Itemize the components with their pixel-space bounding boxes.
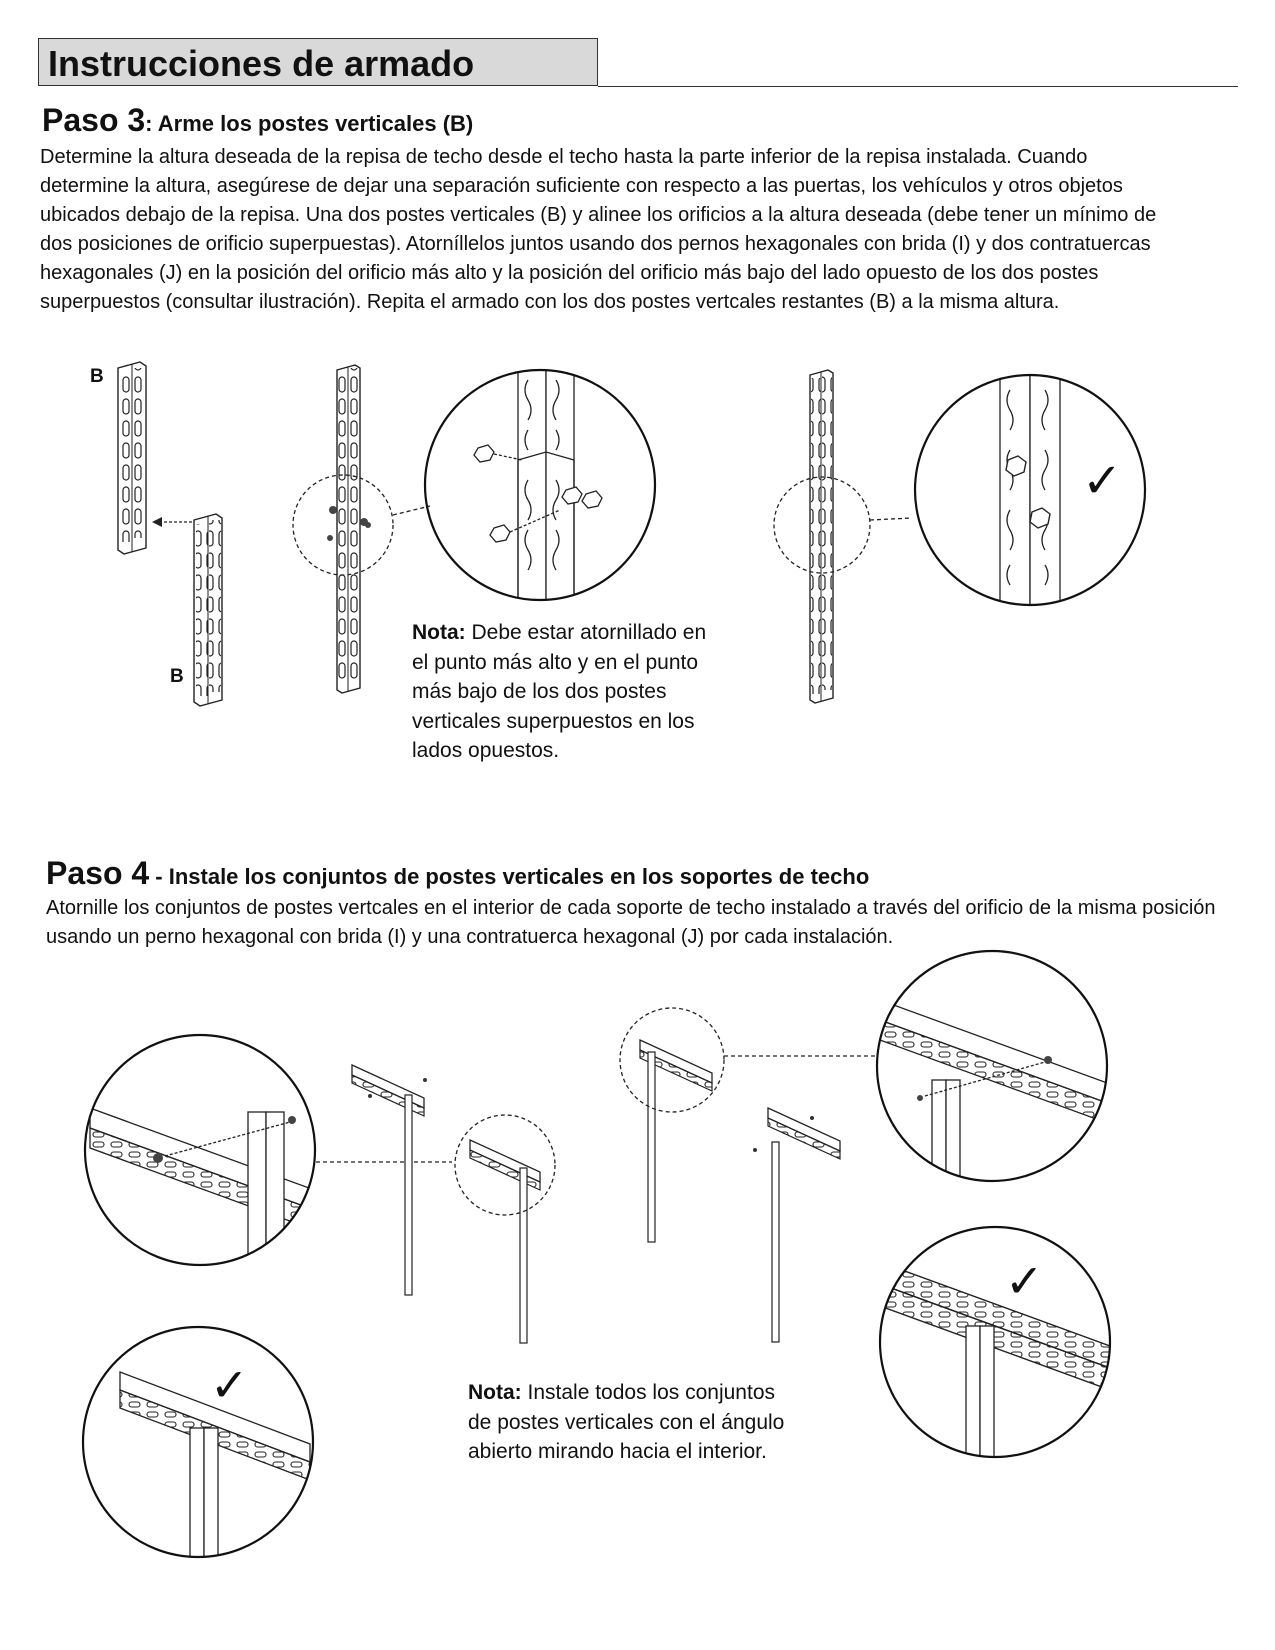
step4-bracket-assembly-3	[640, 1040, 712, 1242]
step4-zoom-left-top	[85, 1035, 320, 1272]
step4-note-label: Nota:	[468, 1381, 522, 1404]
step4-note-text: Instale todos los conjuntos de postes verticales con el ángulo abierto mirando hacia el interior.	[468, 1381, 785, 1463]
step4-note	[468, 1378, 788, 1467]
label-post-b-lower: B	[170, 666, 184, 687]
check-mark-icon-left: ✓	[210, 1359, 249, 1411]
step3-note-label: Nota:	[412, 621, 466, 644]
check-mark-icon: ✓	[1082, 455, 1123, 508]
check-mark-icon-right: ✓	[1005, 1255, 1044, 1307]
zoom-detail-bolts	[425, 360, 655, 610]
post-b-upper	[118, 362, 146, 554]
step4-bracket-assembly-4	[753, 1108, 840, 1342]
assembled-post-right	[810, 370, 833, 703]
step3-title-text: : Arme los postes verticales (B)	[145, 111, 474, 136]
step4-title	[46, 853, 869, 900]
step4-zoom-left-bottom	[83, 1327, 313, 1568]
step4-title-number: Paso 4	[46, 855, 150, 891]
step4-zoom-right-bottom	[880, 1227, 1110, 1466]
step3-title-number: Paso 3	[42, 102, 146, 138]
post-b-lower	[194, 514, 222, 706]
step3-instructions: Determine la altura deseada de la repisa de techo desde el techo hasta la parte inferior de la repisa instalada. Cuando determine la altura, asegúrese de dejar una separación suficiente con respecto a las puertas, los vehículos y otros objetos ubicados debajo de la repisa. Una dos postes verticales (B) y alinee los orificios a la altura deseada (debe tener un mínimo de dos posiciones de orificio superpuestas). Atorníllelos juntos usando dos pernos hexagonales con brida (I) y dos contratuercas hexagonales (J) en la posición del orificio más alto y la posición del orificio más bajo del lado opuesto de los dos postes superpuestos (consultar ilustración). Repita el armado con los dos postes vertcales restantes (B) a la misma altura.	[40, 146, 1157, 313]
page-title: Instrucciones de armado	[48, 43, 475, 84]
assembled-post-middle	[327, 365, 371, 693]
step4-bracket-assembly-1	[352, 1065, 427, 1295]
step4-title-text: - Instale los conjuntos de postes verticales en los soportes de techo	[149, 864, 870, 889]
step4-zoom-right-top	[877, 951, 1110, 1200]
step3-note-text: Debe estar atornillado en el punto más alto y en el punto más bajo de los dos postes verticales superpuestos en los lados opuestos.	[412, 621, 707, 762]
join-arrow	[152, 517, 192, 527]
step3-note	[412, 618, 722, 766]
step4-instructions: Atornille los conjuntos de postes vertcales en el interior de cada soporte de techo instalado a través del orificio de la misma posición usando un perno hexagonal con brida (I) y una contratuerca hexagonal (J) por cada instalación.	[46, 897, 1216, 948]
step4-bracket-assembly-2	[470, 1140, 540, 1343]
label-post-b-upper: B	[90, 366, 104, 387]
